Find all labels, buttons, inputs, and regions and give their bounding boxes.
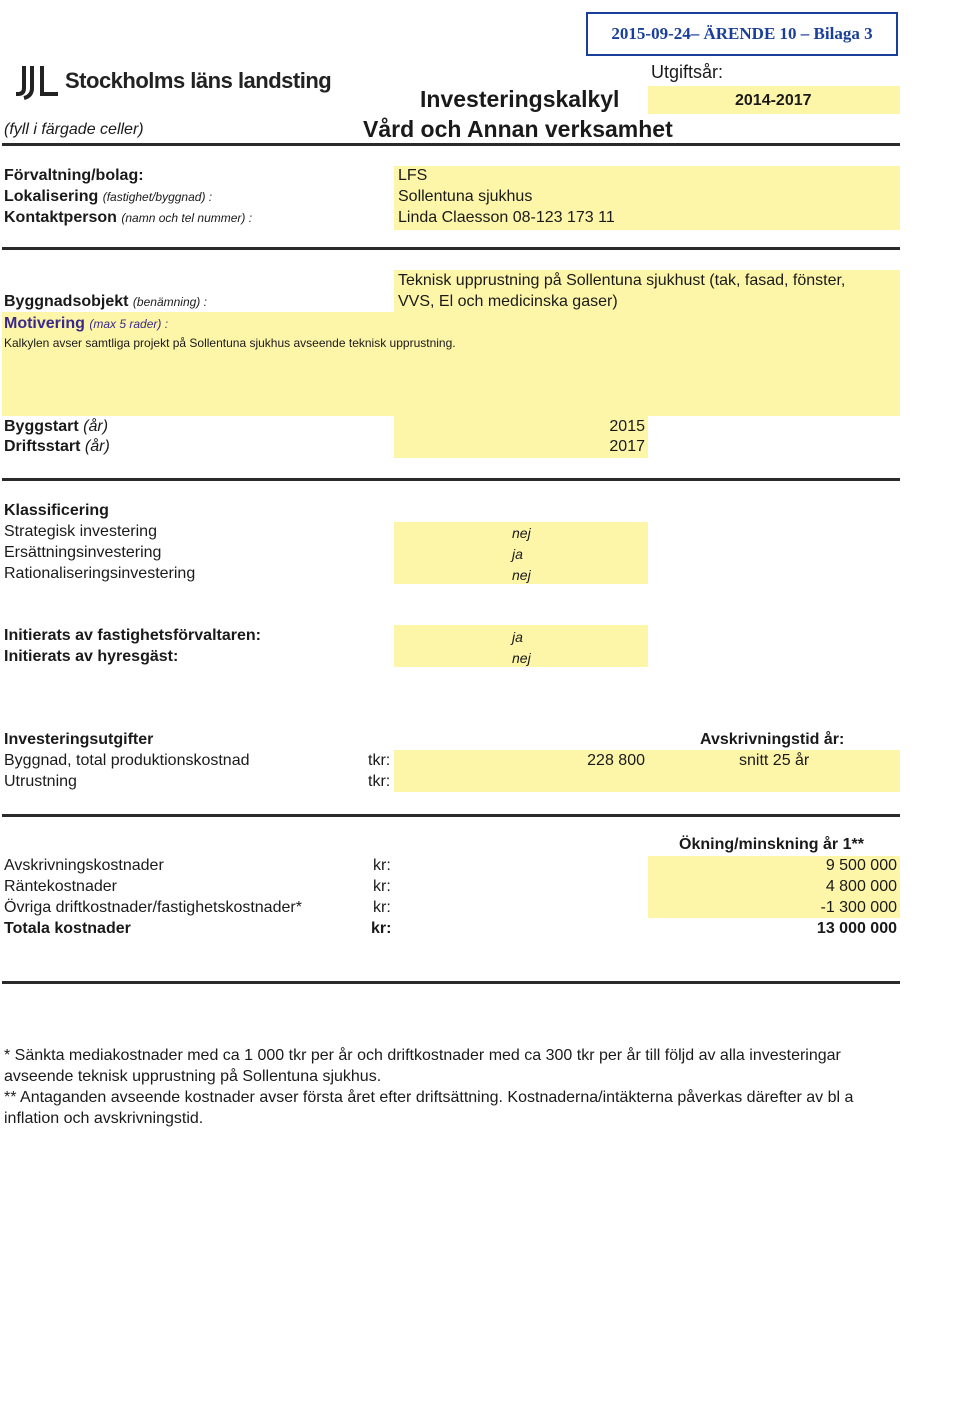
motivering-label: Motivering [4, 315, 85, 332]
avskrivningstid-heading: Avskrivningstid år: [700, 731, 845, 748]
initierat-hyresgast-value: nej [512, 650, 531, 666]
initierat-fastighet-value: ja [512, 629, 523, 645]
ersattning-value: ja [512, 546, 523, 562]
lokalisering-label: Lokalisering [4, 188, 99, 205]
divider [2, 981, 900, 984]
ersattning-label: Ersättningsinvestering [4, 544, 162, 561]
byggstart-hint: (år) [83, 418, 109, 435]
note1-line1: * Sänkta mediakostnader med ca 1 000 tkr per år och driftkostnader med ca 300 tkr per år till följd av alla investeringar [4, 1047, 841, 1064]
investering-cell[interactable] [394, 750, 900, 792]
fill-note: (fyll i färgade celler) [4, 121, 144, 138]
byggnad-value: 228 800 [587, 752, 645, 769]
rantekostnader-value: 4 800 000 [825, 878, 897, 895]
ovriga-unit: kr: [373, 899, 391, 916]
byggnadsobjekt-value-line2: VVS, El och medicinska gaser) [398, 293, 618, 310]
kontakt-hint: (namn och tel nummer) : [121, 211, 253, 225]
totala-unit: kr: [371, 920, 392, 937]
byggstart-label: Byggstart [4, 418, 79, 435]
byggnad-avskrivning: snitt 25 år [739, 752, 810, 769]
utrustning-label: Utrustning [4, 773, 77, 790]
divider [2, 143, 900, 146]
driftsstart-value: 2017 [609, 438, 645, 455]
note1-line2: avseende teknisk upprustning på Sollentuna sjukhus. [4, 1068, 382, 1085]
rationalisering-label: Rationaliseringsinvestering [4, 565, 196, 582]
byggnad-unit: tkr: [368, 752, 391, 769]
divider [2, 478, 900, 481]
lokalisering-value: Sollentuna sjukhus [398, 188, 533, 205]
avskrivningskostnader-value: 9 500 000 [825, 857, 897, 874]
organization-name: Stockholms läns landsting [65, 68, 332, 93]
rantekostnader-unit: kr: [373, 878, 391, 895]
motivering-text: Kalkylen avser samtliga projekt på Sollentuna sjukhus avseende teknisk upprustning. [4, 336, 456, 350]
byggnadsobjekt-hint: (benämning) : [132, 295, 207, 309]
kostnader-heading: Ökning/minskning år 1** [679, 836, 864, 853]
kontakt-label: Kontaktperson [4, 209, 117, 226]
ovriga-label: Övriga driftkostnader/fastighetskostnader* [4, 899, 302, 916]
lokalisering-hint: (fastighet/byggnad) : [102, 190, 213, 204]
ovriga-value: -1 300 000 [820, 899, 897, 916]
document-stamp: 2015-09-24– ÄRENDE 10 – Bilaga 3 [586, 12, 898, 56]
strategisk-label: Strategisk investering [4, 523, 157, 540]
investering-heading: Investeringsutgifter [4, 731, 154, 748]
byggnad-label: Byggnad, total produktionskostnad [4, 752, 250, 769]
avskrivningskostnader-unit: kr: [373, 857, 391, 874]
note2-line2: inflation och avskrivningstid. [4, 1110, 204, 1127]
rantekostnader-label: Räntekostnader [4, 878, 117, 895]
utgiftsar-value: 2014-2017 [735, 92, 812, 109]
page-title: Investeringskalkyl [420, 86, 620, 112]
driftsstart-label: Driftsstart [4, 438, 81, 455]
motivering-hint: (max 5 rader) : [89, 317, 169, 331]
byggnadsobjekt-value-line1: Teknisk upprustning på Sollentuna sjukhust (tak, fasad, fönster, [398, 272, 846, 289]
divider [2, 814, 900, 817]
forvaltning-value: LFS [398, 167, 428, 184]
page-subtitle: Vård och Annan verksamhet [363, 116, 673, 142]
byggnadsobjekt-label: Byggnadsobjekt [4, 293, 129, 310]
kontakt-value: Linda Claesson 08-123 173 11 [398, 209, 615, 226]
driftsstart-hint: (år) [84, 438, 110, 455]
totala-label: Totala kostnader [4, 920, 131, 937]
klassificering-heading: Klassificering [4, 502, 109, 519]
totala-value: 13 000 000 [816, 920, 897, 937]
divider [2, 247, 900, 250]
avskrivningskostnader-label: Avskrivningskostnader [4, 857, 164, 874]
strategisk-value: nej [512, 525, 531, 541]
initierat-fastighet-label: Initierats av fastighetsförvaltaren: [4, 627, 261, 644]
forvaltning-label: Förvaltning/bolag: [4, 167, 144, 184]
byggstart-value: 2015 [609, 418, 645, 435]
note2-line1: ** Antaganden avseende kostnader avser första året efter driftsättning. Kostnaderna/intäkterna påverkas därefter av bl a [4, 1089, 854, 1106]
utrustning-unit: tkr: [368, 773, 391, 790]
initierat-hyresgast-label: Initierats av hyresgäst: [4, 648, 179, 665]
utgiftsar-label: Utgiftsår: [651, 62, 724, 82]
rationalisering-value: nej [512, 567, 531, 583]
sll-logo-icon [14, 62, 60, 102]
